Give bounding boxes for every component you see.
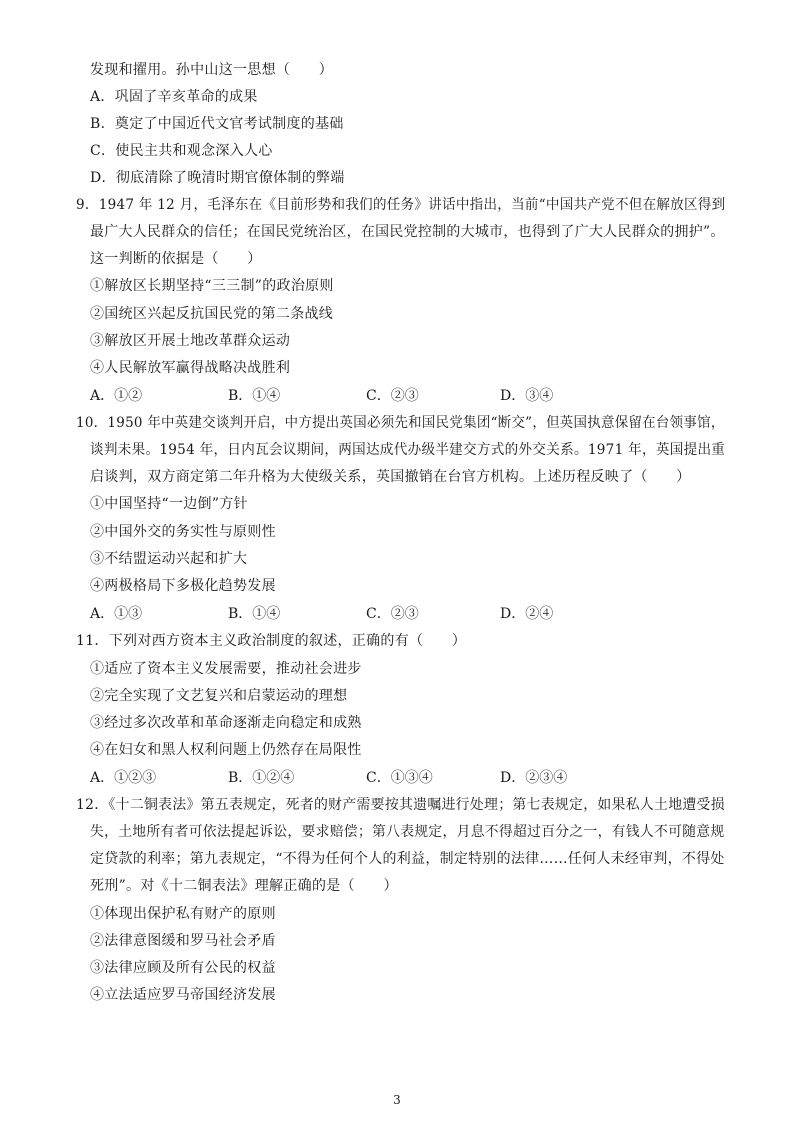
q9-item-4: ④人民解放军赢得战略决战胜利 bbox=[90, 360, 291, 376]
q12-item-4: ④立法适应罗马帝国经济发展 bbox=[90, 987, 276, 1003]
q9-item-3: ③解放区开展土地改革群众运动 bbox=[90, 333, 291, 349]
q9-item-1: ①解放区长期坚持“三三制”的政治原则 bbox=[90, 278, 334, 294]
q10-item-1: ①中国坚持“一边倒”方针 bbox=[90, 496, 248, 512]
q10-stem-line-1: 10．1950 年中英建交谈判开启，中方提出英国必须先和国民党集团“断交”，但英国执意保留在台领事馆， bbox=[76, 415, 725, 431]
q10-item-4: ④两极格局下多极化趋势发展 bbox=[90, 578, 276, 594]
q9-item-2: ②国统区兴起反抗国民党的第二条战线 bbox=[90, 306, 334, 322]
q9-choice-c: C．②③ bbox=[366, 388, 419, 404]
q10-item-3: ③不结盟运动兴起和扩大 bbox=[90, 551, 248, 567]
q8-option-c: C．使民主共和观念深入人心 bbox=[90, 143, 273, 159]
q12-item-2: ②法律意图缓和罗马社会矛盾 bbox=[90, 933, 276, 949]
q9-choice-a: A．①② bbox=[90, 388, 143, 404]
q9-stem-line-2: 最广大人民群众的信任；在国民党统治区，在国民党控制的大城市，也得到了广大人民群众的拥护”。 bbox=[90, 224, 725, 240]
q10-choice-c: C．②③ bbox=[366, 606, 419, 622]
q11-choice-c: C．①③④ bbox=[366, 770, 433, 786]
q9-choice-b: B．①④ bbox=[228, 388, 281, 404]
q12-item-3: ③法律应顾及所有公民的权益 bbox=[90, 960, 276, 976]
q12-stem-line-4: 死刑”。对《十二铜表法》理解正确的是（ ） bbox=[90, 878, 398, 894]
q8-option-d: D．彻底清除了晚清时期官僚体制的弊端 bbox=[90, 170, 345, 186]
q10-choice-b: B．①④ bbox=[228, 606, 281, 622]
q10-choice-d: D．②④ bbox=[500, 606, 554, 622]
q12-stem-line-1: 12．《十二铜表法》第五表规定，死者的财产需要按其遗嘱进行处理；第七表规定，如果私人土地遭受损 bbox=[76, 797, 725, 813]
q11-choice-a: A．①②③ bbox=[90, 770, 157, 786]
q11-item-4: ④在妇女和黑人权利问题上仍然存在局限性 bbox=[90, 742, 362, 758]
q11-item-3: ③经过多次改革和革命逐渐走向稳定和成熟 bbox=[90, 715, 362, 731]
q12-item-1: ①体现出保护私有财产的原则 bbox=[90, 906, 276, 922]
q8-option-a: A．巩固了辛亥革命的成果 bbox=[90, 89, 258, 105]
q9-stem-line-1: 9．1947 年 12 月，毛泽东在《目前形势和我们的任务》讲话中指出，当前“中国共产党不但在解放区得到 bbox=[76, 197, 726, 213]
q8-option-b: B．奠定了中国近代文官考试制度的基础 bbox=[90, 116, 344, 132]
q11-item-1: ①适应了资本主义发展需要，推动社会进步 bbox=[90, 661, 362, 677]
q9-choice-d: D．③④ bbox=[500, 388, 554, 404]
q10-item-2: ②中国外交的务实性与原则性 bbox=[90, 524, 276, 540]
q10-stem-line-3: 启谈判，双方商定第二年升格为大使级关系，英国撤销在台官方机构。上述历程反映了（ ） bbox=[90, 469, 691, 485]
page-number: 3 bbox=[393, 1093, 401, 1107]
q10-choice-a: A．①③ bbox=[90, 606, 143, 622]
q8-stem-tail: 发现和擢用。孙中山这一思想（ ） bbox=[90, 62, 334, 78]
q10-stem-line-2: 谈判未果。1954 年，日内瓦会议期间，两国达成代办级半建交方式的外交关系。1971 年，英国提出重 bbox=[90, 442, 726, 458]
q9-stem-line-3: 这一判断的依据是（ ） bbox=[90, 251, 262, 267]
q12-stem-line-2: 失，土地所有者可依法提起诉讼，要求赔偿；第八表规定，月息不得超过百分之一，有钱人不可随意规 bbox=[90, 824, 725, 840]
q11-item-2: ②完全实现了文艺复兴和启蒙运动的理想 bbox=[90, 688, 348, 704]
q11-choice-d: D．②③④ bbox=[500, 770, 568, 786]
q11-choice-b: B．①②④ bbox=[228, 770, 295, 786]
q12-stem-line-3: 定贷款的利率；第九表规定，“不得为任何个人的利益，制定特别的法律……任何人未经审判，不得处 bbox=[90, 851, 725, 867]
q11-stem: 11．下列对西方资本主义政治制度的叙述，正确的有（ ） bbox=[76, 633, 467, 649]
